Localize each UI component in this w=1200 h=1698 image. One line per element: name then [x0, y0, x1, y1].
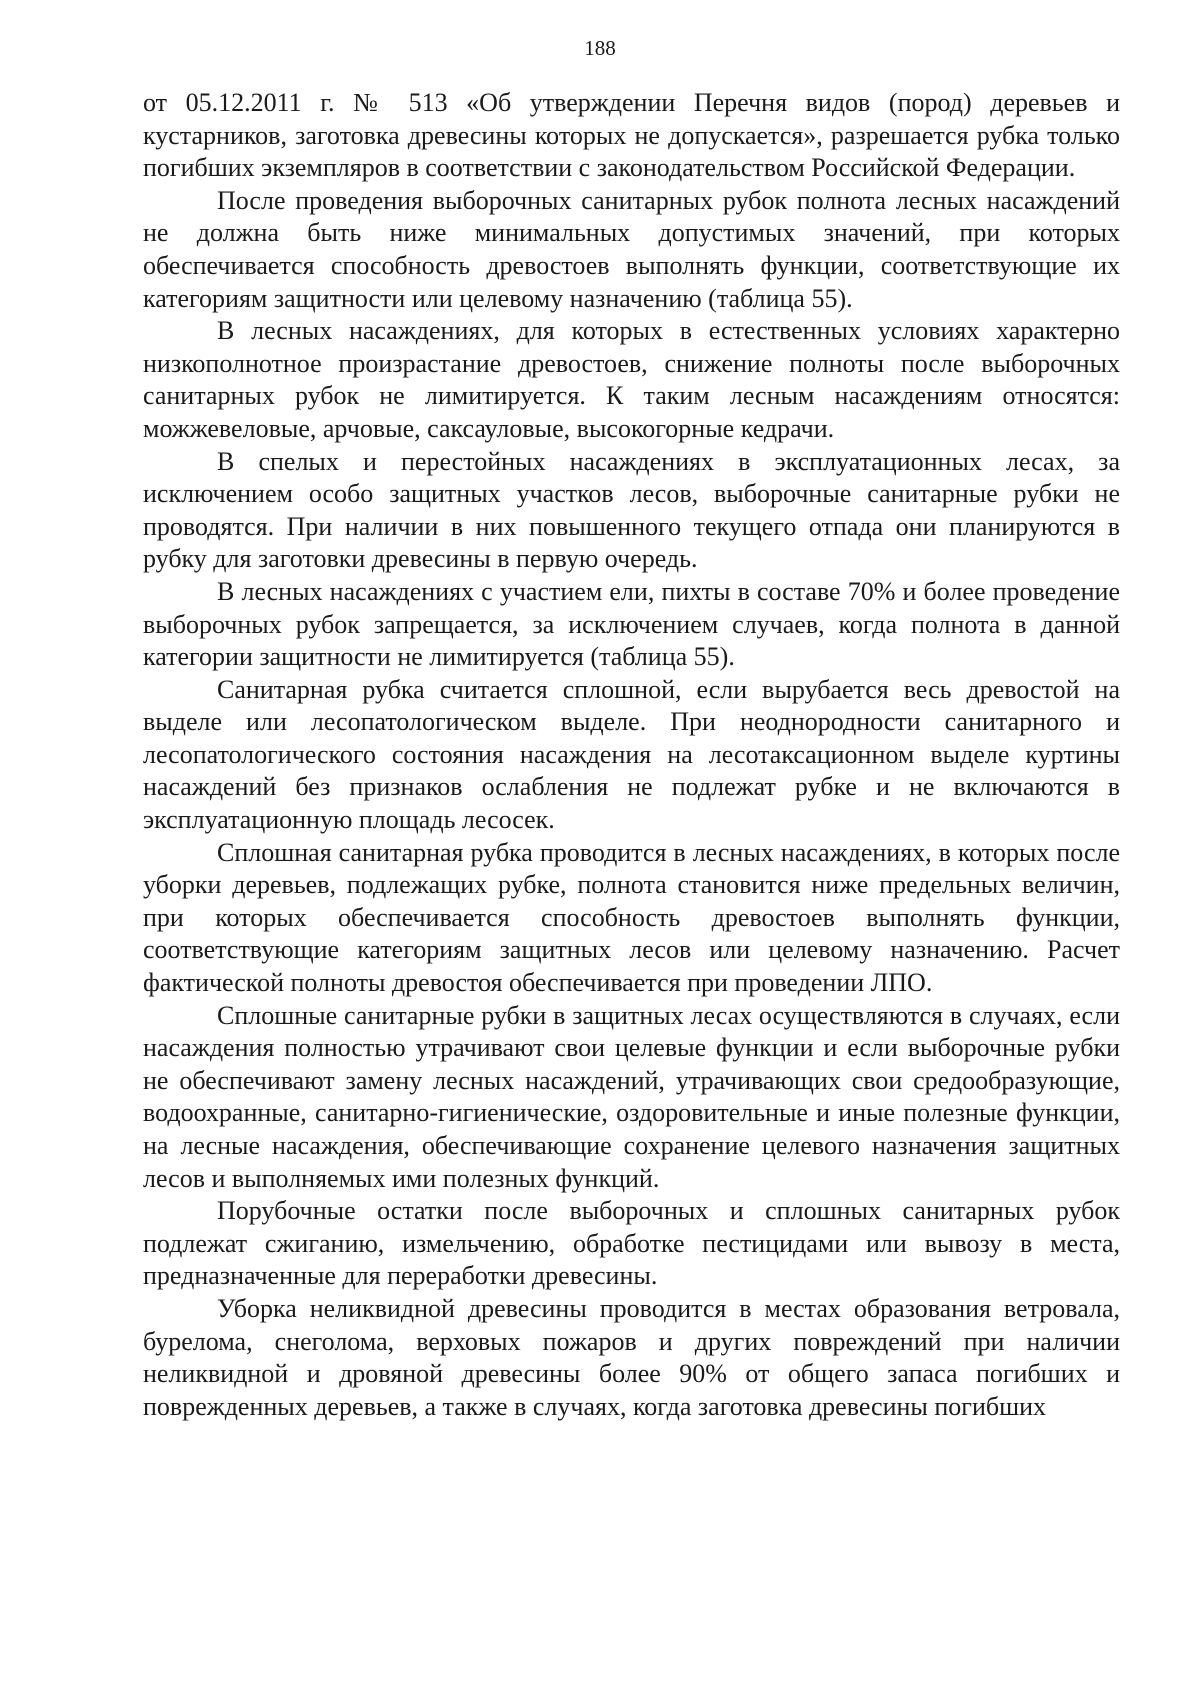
paragraph-10: Уборка неликвидной древесины проводится в местах образования ветровала, бурелома, снеголома, верховых пожаров и других повреждений при наличии неликвидной и дровяной древесины более 90% от общего запаса погибших и поврежденных деревьев, а также в случаях, когда заготовка древесины погибших — [143, 1293, 1120, 1421]
paragraph-9: Порубочные остатки после выборочных и сплошных санитарных рубок подлежат сжиганию, измельчению, обработке пестицидами или вывозу в места, предназначенные для переработки древесины. — [143, 1196, 1120, 1291]
page-number: 188 — [584, 36, 616, 60]
paragraph-6: Санитарная рубка считается сплошной, если вырубается весь древостой на выделе или лесопатологическом выделе. При неоднородности санитарного и лесопатологического состояния насаждения на лесотаксационном выделе куртины насаждений без признаков ослабления не подлежат рубке и не включаются в эксплуатационную площадь лесосек. — [143, 674, 1120, 835]
paragraph-4: В спелых и перестойных насаждениях в эксплуатационных лесах, за исключением особо защитных участков лесов, выборочные санитарные рубки не проводятся. При наличии в них повышенного текущего отпада они планируются в рубку для заготовки древесины в первую очередь. — [143, 446, 1120, 574]
paragraph-8: Сплошные санитарные рубки в защитных лесах осуществляются в случаях, если насаждения полностью утрачивают свои целевые функции и если выборочные рубки не обеспечивают замену лесных насаждений, утрачивающих свои средообразующие, водоохранные, санитарно-гигиенические, оздоровительные и иные полезные функции, на лесные насаждения, обеспечивающие сохранение целевого назначения защитных лесов и выполняемых ими полезных функций. — [143, 1000, 1120, 1193]
paragraph-3: В лесных насаждениях, для которых в естественных условиях характерно низкополнотное произрастание древостоев, снижение полноты после выборочных санитарных рубок не лимитируется. К таким лесным насаждениям относятся: можжевеловые, арчовые, саксауловые, высокогорные кедрачи. — [143, 316, 1120, 443]
paragraph-2: После проведения выборочных санитарных рубок полнота лесных насаждений не должна быть ниже минимальных допустимых значений, при которых обеспечивается способность древостоев выполнять функции, соответствующие их категориям защитности или целевому назначению (таблица 55). — [143, 185, 1120, 313]
paragraph-1: от 05.12.2011 г. № 513 «Об утверждении Перечня видов (пород) деревьев и кустарников, заготовка древесины которых не допускается», разрешается рубка только погибших экземпляров в соответствии с законодательством Российской Федерации. — [143, 88, 1120, 183]
paragraph-5: В лесных насаждениях с участием ели, пихты в составе 70% и более проведение выборочных рубок запрещается, за исключением случаев, когда полнота в данной категории защитности не лимитируется (таблица 55). — [143, 576, 1120, 672]
document-body — [143, 87, 1120, 1423]
paragraph-7: Сплошная санитарная рубка проводится в лесных насаждениях, в которых после уборки деревьев, подлежащих рубке, полнота становится ниже предельных величин, при которых обеспечивается способность древостоев выполнять функции, соответствующие категориям защитных лесов или целевому назначению. Расчет фактической полноты древостоя обеспечивается при проведении ЛПО. — [143, 837, 1120, 998]
